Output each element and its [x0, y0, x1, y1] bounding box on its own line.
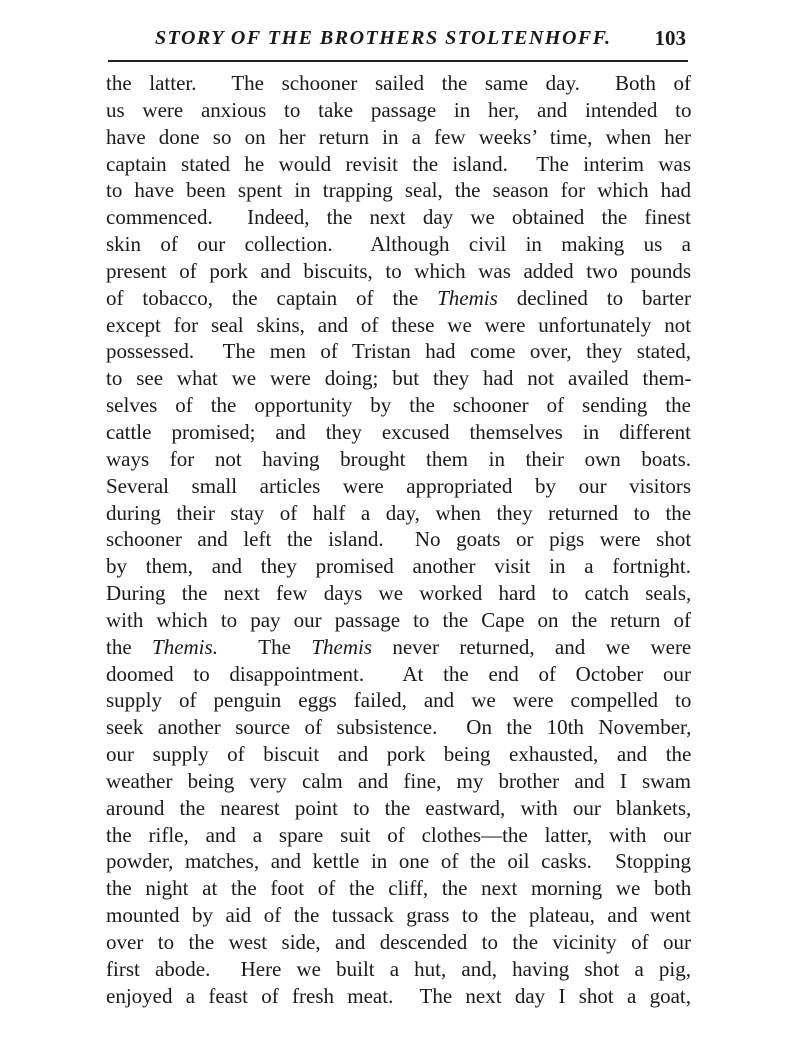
text-segment: the	[106, 634, 153, 659]
text-segment: captain stated he would revisit the island. The interim was	[106, 151, 691, 176]
text-line	[106, 902, 691, 929]
text-segment: to see what we were doing; but they had not availed them-	[106, 366, 692, 391]
text-line	[106, 231, 691, 258]
text-line	[106, 285, 691, 312]
text-segment: weather being very calm and fine, my brother and I swam	[106, 768, 691, 793]
text-segment: commenced. Indeed, the next day we obtained the finest	[106, 205, 691, 230]
text-line	[106, 661, 691, 688]
text-segment: the rifle, and a spare suit of clothes—the latter, with our	[106, 822, 692, 847]
text-segment: possessed. The men of Tristan had come over, they stated,	[106, 339, 691, 364]
text-line	[106, 741, 691, 768]
text-segment: during their stay of half a day, when they returned to the	[106, 500, 692, 525]
running-head	[105, 24, 690, 58]
text-line	[106, 526, 691, 553]
text-line	[106, 848, 691, 875]
text-line	[106, 365, 691, 392]
text-line	[106, 983, 691, 1010]
text-segment: cattle promised; and they excused themselves in different	[106, 419, 691, 444]
text-segment: of tobacco, the captain of the	[106, 285, 438, 310]
text-line	[106, 929, 691, 956]
text-segment: over to the west side, and descended to the vicinity of our	[106, 930, 692, 954]
text-segment: to have been spent in trapping seal, the season for which had	[106, 178, 691, 203]
text-segment: our supply of biscuit and pork being exhausted, and the	[106, 742, 692, 767]
body-text	[106, 70, 691, 1010]
text-line	[106, 580, 691, 607]
text-segment: During the next few days we worked hard to catch seals,	[106, 581, 692, 606]
text-line	[106, 956, 691, 983]
text-line	[106, 607, 691, 634]
running-title: STORY OF THE BROTHERS STOLTENHOFF.	[155, 27, 612, 49]
text-line	[106, 634, 691, 661]
text-line	[106, 124, 691, 151]
text-segment: first abode. Here we built a hut, and, having shot a pig,	[106, 956, 691, 981]
text-segment: mounted by aid of the tussack grass to the plateau, and went	[106, 903, 692, 928]
text-line	[106, 338, 691, 365]
text-segment: skin of our collection. Although civil in making us a	[106, 232, 691, 257]
text-segment: the latter. The schooner sailed the same day. Both of	[106, 71, 691, 95]
text-segment: enjoyed a feast of fresh meat. The next day I shot a goat,	[106, 983, 691, 1008]
text-line	[106, 151, 691, 178]
text-segment: declined to barter	[497, 285, 691, 310]
text-segment: present of pork and biscuits, to which was added two pounds	[106, 258, 691, 283]
page-number: 103	[654, 26, 686, 50]
text-line	[106, 392, 691, 419]
text-segment: have done so on her return in a few weeks’ time, when her	[106, 124, 692, 149]
text-segment: seek another source of subsistence. On the 10th November,	[106, 715, 692, 740]
text-line	[106, 446, 691, 473]
text-segment: doomed to disappointment. At the end of October our	[106, 661, 691, 686]
text-segment: by them, and they promised another visit in a fortnight.	[106, 554, 691, 579]
italic-ship-name: Themis.	[152, 634, 218, 659]
text-line	[106, 473, 691, 500]
text-segment: Several small articles were appropriated by our visitors	[106, 473, 691, 498]
text-segment: the night at the foot of the cliff, the next morning we both	[106, 876, 692, 901]
text-line	[106, 258, 691, 285]
text-segment: powder, matches, and kettle in one of the oil casks. Stopping	[106, 849, 691, 874]
header-rule	[108, 60, 688, 62]
text-segment: us were anxious to take passage in her, and intended to	[106, 97, 692, 122]
italic-ship-name: Themis	[437, 285, 498, 310]
text-line	[106, 553, 691, 580]
text-line	[106, 500, 691, 527]
text-line	[106, 70, 691, 97]
text-line	[106, 875, 691, 902]
text-line	[106, 822, 691, 849]
text-line	[106, 204, 691, 231]
text-segment: selves of the opportunity by the schooner of sending the	[106, 393, 691, 418]
text-segment: The	[217, 634, 312, 659]
italic-ship-name: Themis	[311, 634, 372, 659]
text-segment: around the nearest point to the eastward, with our blankets,	[106, 795, 692, 820]
text-line	[106, 795, 691, 822]
text-line	[106, 97, 691, 124]
text-line	[106, 419, 691, 446]
text-segment: schooner and left the island. No goats or pigs were shot	[106, 527, 692, 552]
text-segment: except for seal skins, and of these we were unfortunately not	[106, 312, 692, 337]
text-line	[106, 177, 691, 204]
text-segment: supply of penguin eggs failed, and we were compelled to	[106, 688, 692, 713]
text-segment: with which to pay our passage to the Cape on the return of	[106, 607, 691, 632]
text-line	[106, 687, 691, 714]
text-segment: ways for not having brought them in their own boats.	[106, 446, 691, 471]
text-line	[106, 312, 691, 339]
text-line	[106, 714, 691, 741]
text-segment: never returned, and we were	[372, 634, 692, 659]
text-line	[106, 768, 691, 795]
